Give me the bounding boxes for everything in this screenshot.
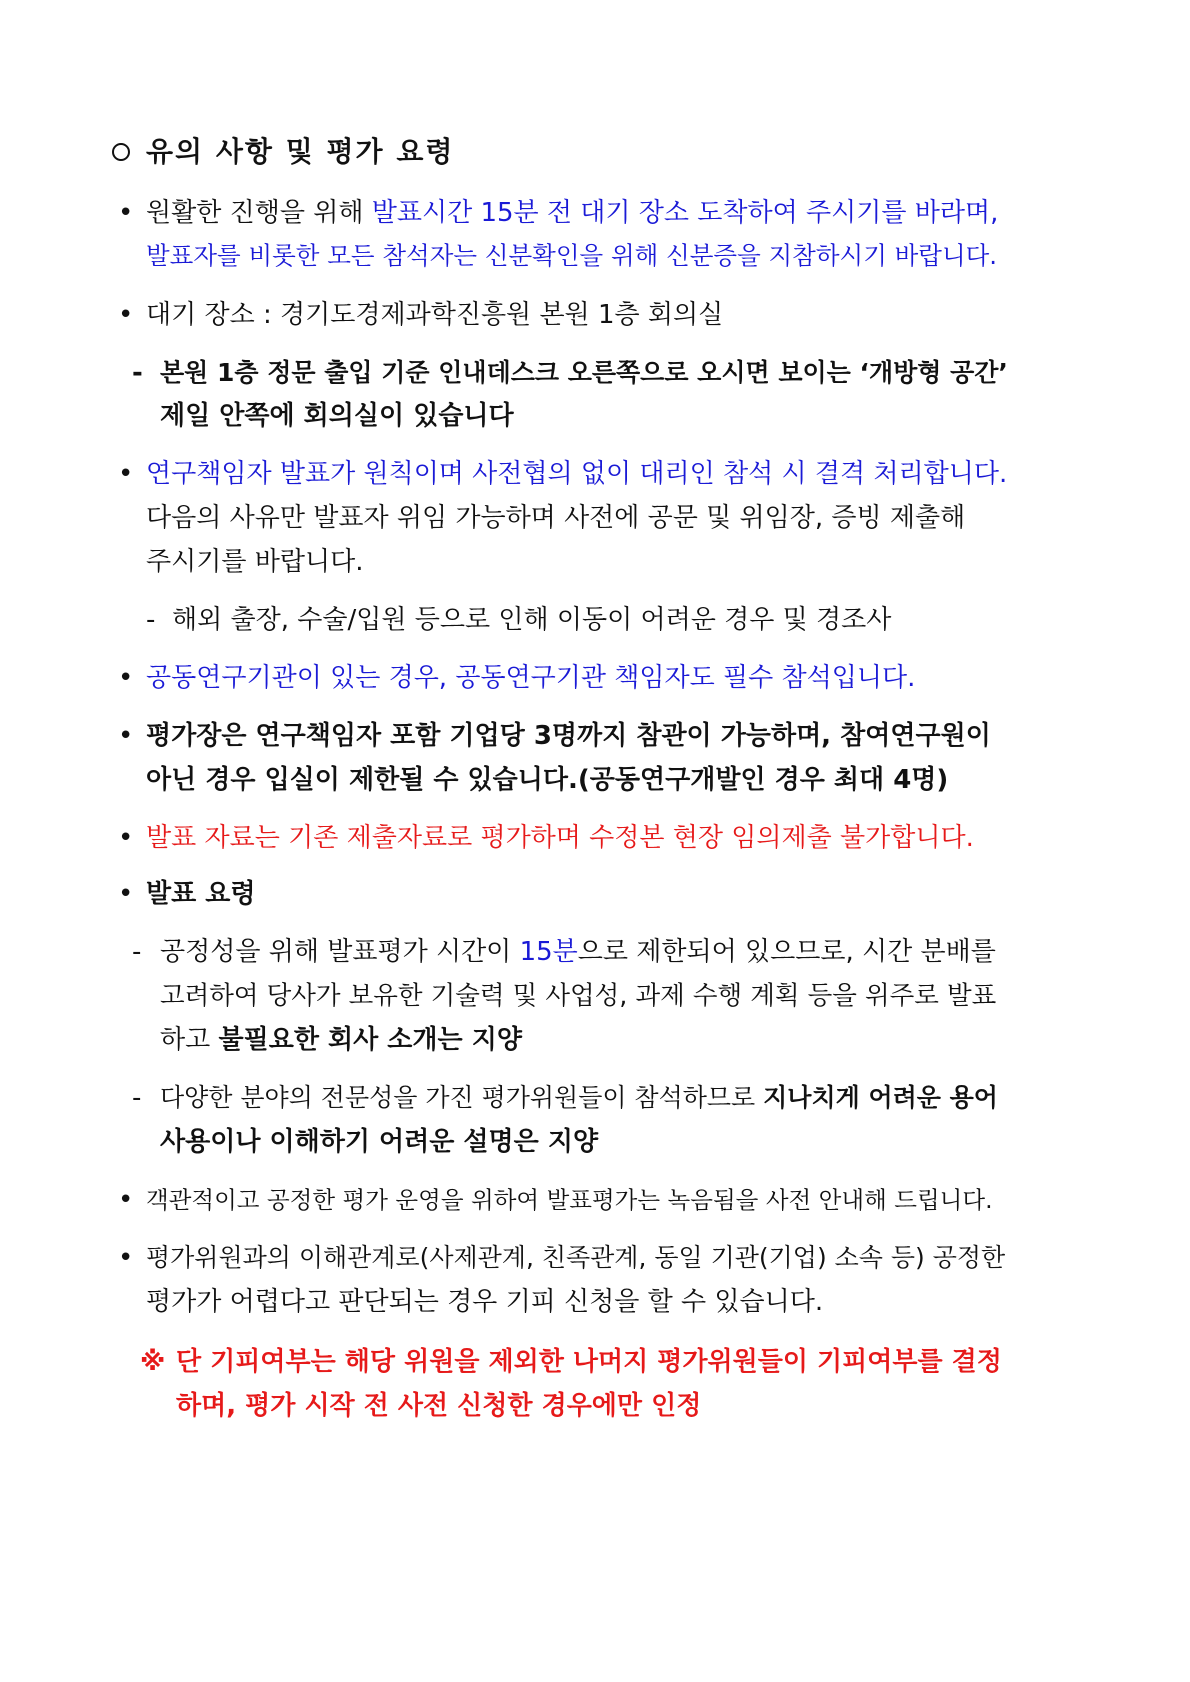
bullet-marker: • (118, 1243, 134, 1273)
item-waiting-place: 대기 장소 : 경기도경제과학진흥원 본원 1층 회의실 (146, 300, 724, 330)
bullet-marker: • (118, 300, 134, 330)
subitem-terms-line1: 다양한 분야의 전문성을 가진 평가위원들이 참석하므로 지나치게 어려운 용어 (160, 1083, 998, 1112)
circle-outline-icon (112, 143, 130, 161)
dash-marker: - (132, 937, 142, 967)
note-line1: 단 기피여부는 해당 위원을 제외한 나머지 평가위원들이 기피여부를 결정 (176, 1347, 1002, 1377)
dash-marker: - (132, 358, 143, 388)
item-joint-institution: 공동연구기관이 있는 경우, 공동연구기관 책임자도 필수 참석입니다. (146, 663, 916, 693)
dash-marker: - (146, 605, 156, 635)
bullet-marker: • (118, 823, 134, 853)
item-observers-line2: 아닌 경우 입실이 제한될 수 있습니다.(공동연구개발인 경우 최대 4명) (146, 765, 949, 795)
note-line2: 하며, 평가 시작 전 사전 신청한 경우에만 인정 (176, 1391, 702, 1421)
subitem-location-line2: 제일 안쪽에 회의실이 있습니다 (160, 401, 514, 431)
bullet-marker: • (118, 1185, 134, 1215)
bullet-marker: • (118, 721, 134, 751)
subitem-time-line1: 공정성을 위해 발표평가 시간이 15분으로 제한되어 있으므로, 시간 분배를 (160, 937, 996, 967)
bullet-marker: • (118, 459, 134, 489)
item-presenter-line1: 연구책임자 발표가 원칙이며 사전협의 없이 대리인 참석 시 결격 처리합니다. (146, 459, 1008, 489)
item-recording: 객관적이고 공정한 평가 운영을 위하여 발표평가는 녹음됨을 사전 안내해 드립니다. (146, 1186, 993, 1214)
bullet-marker: • (118, 663, 134, 693)
item-recusal-line2: 평가가 어렵다고 판단되는 경우 기피 신청을 할 수 있습니다. (146, 1287, 824, 1317)
subitem-time-line3: 하고 불필요한 회사 소개는 지양 (160, 1025, 522, 1055)
subitem-terms-line2: 사용이나 이해하기 어려운 설명은 지양 (160, 1127, 599, 1157)
note-marker: ※ (140, 1347, 166, 1377)
subitem-time-line2: 고려하여 당사가 보유한 기술력 및 사업성, 과제 수행 계획 등을 위주로 발표 (160, 981, 997, 1011)
item-arrival-line2: 발표자를 비롯한 모든 참석자는 신분확인을 위해 신분증을 지참하시기 바랍니다. (146, 241, 998, 270)
item-arrival-line1: 원활한 진행을 위해 발표시간 15분 전 대기 장소 도착하여 주시기를 바라며, (146, 198, 999, 228)
item-presentation-tips: 발표 요령 (146, 879, 256, 909)
subitem-reasons: 해외 출장, 수술/입원 등으로 인해 이동이 어려운 경우 및 경조사 (172, 605, 892, 635)
item-observers-line1: 평가장은 연구책임자 포함 기업당 3명까지 참관이 가능하며, 참여연구원이 (146, 721, 991, 751)
item-presenter-line2: 다음의 사유만 발표자 위임 가능하며 사전에 공문 및 위임장, 증빙 제출해 (146, 503, 966, 533)
item-recusal-line1: 평가위원과의 이해관계로(사제관계, 친족관계, 동일 기관(기업) 소속 등) 공정한 (146, 1243, 1006, 1272)
bullet-marker: • (118, 879, 134, 909)
bullet-marker: • (118, 198, 134, 228)
dash-marker: - (132, 1083, 142, 1113)
item-materials: 발표 자료는 기존 제출자료로 평가하며 수정본 현장 임의제출 불가합니다. (146, 823, 974, 853)
subitem-location-line1: 본원 1층 정문 출입 기준 인내데스크 오른쪽으로 오시면 보이는 ‘개방형 공간’ (160, 358, 1008, 387)
item-presenter-line3: 주시기를 바랍니다. (146, 547, 364, 577)
section-heading: 유의 사항 및 평가 요령 (146, 135, 455, 168)
